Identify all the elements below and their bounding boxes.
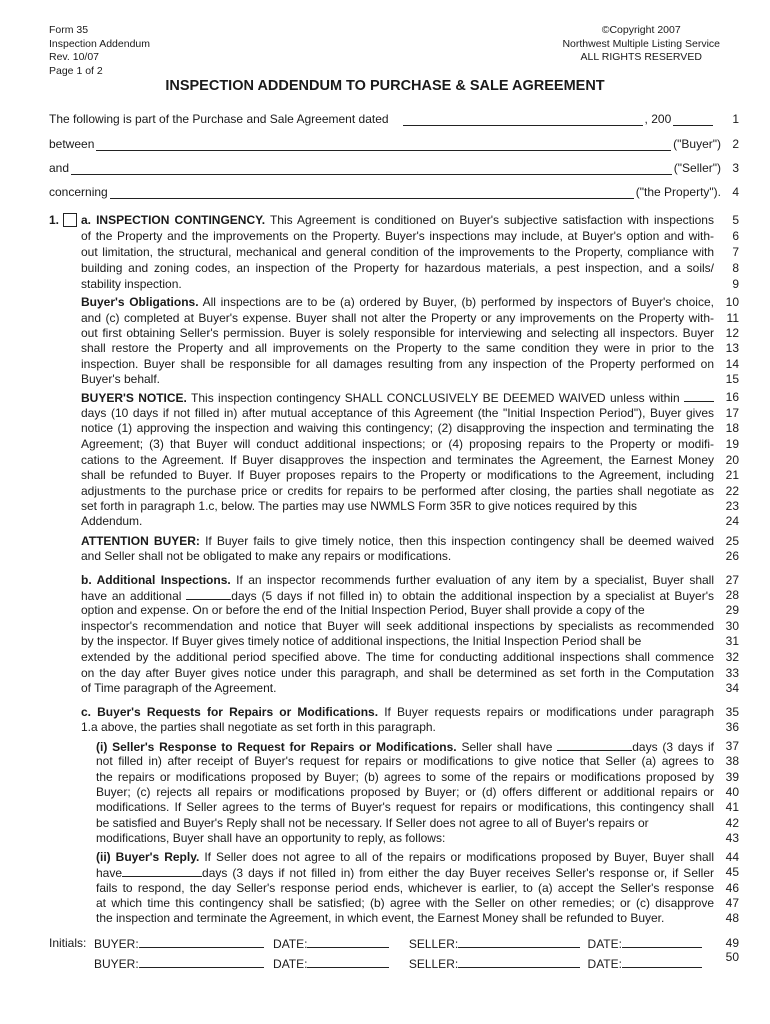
line-number: 6 <box>732 229 739 243</box>
paragraph-heading: Buyer's Obligations. <box>81 295 199 309</box>
line-number: 22 <box>725 484 739 498</box>
field-label: and <box>49 161 70 175</box>
text-line <box>96 770 714 784</box>
line-text: the inspection and terminate the Agreement, in which event, the Earnest Money shall be refunded to Buyer. <box>96 911 665 925</box>
text-line <box>81 549 714 563</box>
text-line <box>81 453 714 467</box>
property-field[interactable] <box>110 186 634 199</box>
line-number: 28 <box>725 588 739 602</box>
line-text: and Seller shall not be obligated to make any repairs or modifications. <box>81 549 452 563</box>
line-number: 13 <box>725 341 739 355</box>
text-line <box>81 681 714 695</box>
section-number: 1. <box>49 213 60 227</box>
year-field[interactable] <box>673 113 713 126</box>
line-number: 24 <box>725 514 739 528</box>
seller-initials-field[interactable] <box>458 956 580 968</box>
text-line <box>96 831 714 845</box>
line-text: out first obtaining Seller's permission. Buyer is solely responsible for interviewing and selecting all inspectors. Buyer <box>81 326 714 340</box>
text-line <box>96 754 714 768</box>
line-text: inspector's recommendation and notice that Buyer will seek additional inspections by specialists as recommended <box>81 619 714 633</box>
line-text: If Buyer fails to give timely notice, then this inspection contingency shall be deemed waived <box>199 534 714 548</box>
line-text: the repairs or modifications proposed by Buyer; (b) agrees to some of the repairs or modifications proposed by <box>96 770 714 784</box>
text-line <box>81 603 714 617</box>
text-line <box>81 468 714 482</box>
line-number: 3 <box>732 161 739 175</box>
seller-label: SELLER: <box>408 937 459 951</box>
line-number: 38 <box>725 754 739 768</box>
line-number: 47 <box>725 896 739 910</box>
paragraph-heading: a. INSPECTION CONTINGENCY. <box>81 213 266 227</box>
date-label: DATE: <box>587 957 622 971</box>
text-line <box>81 245 714 259</box>
line-number: 4 <box>732 185 739 199</box>
buyer-row <box>49 137 721 151</box>
line-text: Buyer's behalf. <box>81 372 161 386</box>
line-text: of the Property and the improvements on the Property. Buyer's inspections may include, at Buyer's option and with- <box>81 229 714 243</box>
property-row <box>49 185 721 199</box>
field-suffix: ("Seller") <box>673 161 721 175</box>
line-text: Addendum. <box>81 514 143 528</box>
text-line <box>81 213 714 227</box>
text-line <box>81 634 714 648</box>
paragraph-heading: c. Buyer's Requests for Repairs or Modifications. <box>81 705 379 719</box>
line-number: 5 <box>732 213 739 227</box>
line-number: 2 <box>732 137 739 151</box>
seller-date-field[interactable] <box>622 956 702 968</box>
field-suffix: , 200 <box>644 112 672 126</box>
line-text: adjustments to the purchase price or credits for repairs to be performed after closing, the parties shall negotiate as <box>81 484 714 498</box>
line-number: 35 <box>725 705 739 719</box>
line-number: 40 <box>725 785 739 799</box>
text-line <box>81 514 714 528</box>
page-indicator: Page 1 of 2 <box>49 64 103 77</box>
text-line <box>81 650 714 664</box>
text-line <box>96 850 714 864</box>
line-number: 42 <box>725 816 739 830</box>
field-label: concerning <box>49 185 108 199</box>
line-text: Buyer; (c) rejects all repairs or modifications proposed by Buyer; or (d) offers different or additional repairs or <box>96 785 714 799</box>
buyer-field[interactable] <box>96 138 671 151</box>
field-suffix: ("Buyer") <box>673 137 721 151</box>
text-line <box>81 666 714 680</box>
line-text: shall restore the Property and all improvements on the Property to the same condition they were in prior to the <box>81 341 714 355</box>
seller-field[interactable] <box>71 162 672 175</box>
days-blank-field[interactable]: {_30} <box>684 390 714 402</box>
text-line <box>81 499 714 513</box>
line-number: 25 <box>725 534 739 548</box>
line-text: and (c) completed at Buyer's expense. Buyer shall not alter the Property or any improvements on the Property with- <box>81 311 714 325</box>
agreement-date-field[interactable] <box>403 113 643 126</box>
line-number: 9 <box>732 277 739 291</box>
days-blank-field[interactable]: {_75} <box>557 739 632 751</box>
line-number: 34 <box>725 681 739 695</box>
buyer-label: BUYER: <box>94 937 139 951</box>
paragraph-heading: (i) Seller's Response to Request for Repairs or Modifications. <box>96 740 457 754</box>
initials-row-1 <box>94 936 702 951</box>
seller-label: SELLER: <box>408 957 459 971</box>
line-text: Seller shall have {_75} days (3 days if <box>456 740 715 754</box>
text-line <box>96 896 714 910</box>
line-text: shall be refunded to Buyer. If Buyer proposes repairs to the Property or modifications to the Agreement, including <box>81 468 714 482</box>
organization: Northwest Multiple Listing Service <box>562 37 720 50</box>
text-line <box>96 800 714 814</box>
line-number: 46 <box>725 881 739 895</box>
line-number: 7 <box>732 245 739 259</box>
seller-date-field[interactable] <box>622 936 702 948</box>
line-text: If Seller does not agree to all of the repairs or modifications proposed by Buyer, Buyer shall <box>199 850 715 864</box>
line-text: of Time paragraph of the Agreement. <box>81 681 277 695</box>
line-text: inspection. Buyer shall be responsible for all damages resulting from any inspection of the Property performed on <box>81 357 714 371</box>
line-number: 37 <box>725 739 739 753</box>
line-number: 44 <box>725 850 739 864</box>
days-blank-field[interactable]: {_45} <box>186 588 231 600</box>
line-text: All inspections are to be (a) ordered by Buyer, (b) performed by inspectors of Buyer's choice, <box>198 295 714 309</box>
line-number: 26 <box>725 549 739 563</box>
line-number: 30 <box>725 619 739 633</box>
buyer-label: BUYER: <box>94 957 139 971</box>
text-line <box>81 295 714 309</box>
initials-row-2 <box>94 956 702 971</box>
line-number: 32 <box>725 650 739 664</box>
line-number: 20 <box>725 453 739 467</box>
line-text: have an additional {_45} days (5 days if not filled in) to obtain the additional inspection by a specialist at Buyer's <box>81 589 714 603</box>
text-line <box>81 261 714 275</box>
line-text: extended by the additional period specified above. The time for conducting additional inspections shall commence <box>81 650 714 664</box>
line-number: 50 <box>725 950 739 964</box>
line-text: stability inspection. <box>81 277 182 291</box>
line-number: 8 <box>732 261 739 275</box>
field-label: The following is part of the Purchase and Sale Agreement dated <box>49 112 389 126</box>
text-line <box>96 881 714 895</box>
line-number: 36 <box>725 720 739 734</box>
initials-label: Initials: <box>49 936 87 950</box>
line-number: 39 <box>725 770 739 784</box>
line-text: days (10 days if not filled in) after mutual acceptance of this Agreement (the "Initial Inspection Period"), Buyer gives <box>81 406 714 420</box>
field-suffix: ("the Property"). <box>635 185 721 199</box>
line-number: 1 <box>732 112 739 126</box>
line-text: on the day after Buyer gives notice under this paragraph, and shall be determined as set forth in the Computation <box>81 666 714 680</box>
text-line <box>81 619 714 633</box>
line-number: 48 <box>725 911 739 925</box>
text-line <box>81 277 714 291</box>
line-text: If an inspector recommends further evaluation of any item by a specialist, Buyer shall <box>230 573 715 587</box>
text-line <box>81 326 714 340</box>
buyer-initials-field[interactable] <box>139 956 264 968</box>
text-line <box>81 372 714 386</box>
buyer-date-field[interactable] <box>307 936 389 948</box>
date-label: DATE: <box>587 937 622 951</box>
line-number: 49 <box>725 936 739 950</box>
text-line <box>81 437 714 451</box>
seller-initials-field[interactable] <box>458 936 580 948</box>
line-text: 1.a above, the parties shall negotiate as set forth in this paragraph. <box>81 720 436 734</box>
line-text: modifications, Buyer shall have an opportunity to reply, as follows: <box>96 831 446 845</box>
line-text: building and zoning codes, an inspection of the Property for hazardous materials, a pest inspection, and a soils/ <box>81 261 714 275</box>
form-revision: Rev. 10/07 <box>49 51 100 63</box>
field-label: between <box>49 137 95 151</box>
document-title: INSPECTION ADDENDUM TO PURCHASE & SALE AGREEMENT <box>165 78 605 94</box>
copyright: ©Copyright 2007 <box>601 24 681 36</box>
paragraph-heading: ATTENTION BUYER: <box>81 534 200 548</box>
text-line <box>96 865 714 879</box>
line-text: be satisfied and Buyer's Reply shall not be necessary. If Seller does not agree to all of Buyer's repairs or <box>96 816 649 830</box>
text-line <box>81 311 714 325</box>
line-text: by the inspector. If Buyer gives timely notice of additional inspections, the Initial Inspection Period shall be <box>81 634 642 648</box>
text-line <box>81 406 714 420</box>
line-number: 21 <box>725 468 739 482</box>
text-line <box>81 229 714 243</box>
line-number: 33 <box>725 666 739 680</box>
text-line <box>81 484 714 498</box>
line-text: fails to respond, the day Seller's response period ends, whichever is earlier, to (a) accept the Seller's response <box>96 881 714 895</box>
text-line <box>81 720 714 734</box>
line-number: 43 <box>725 831 739 845</box>
line-number: 17 <box>725 406 739 420</box>
line-number: 18 <box>725 421 739 435</box>
text-line <box>81 421 714 435</box>
buyer-initials-field[interactable] <box>139 936 264 948</box>
line-number: 45 <box>725 865 739 879</box>
line-text: modifications. If Seller agrees to the terms of Buyer's request for repairs or modifications, this contingency shall <box>96 800 714 814</box>
inspection-contingency-checkbox[interactable] <box>63 213 77 227</box>
paragraph-heading: BUYER'S NOTICE. <box>81 391 187 405</box>
line-text: This Agreement is conditioned on Buyer's subjective satisfaction with inspections <box>265 213 714 227</box>
line-text: Agreement; (3) that Buyer will conduct additional inspections; or (4) proposing repairs to the Property or modifi- <box>81 437 714 451</box>
text-line <box>81 341 714 355</box>
seller-row <box>49 161 721 175</box>
rights: ALL RIGHTS RESERVED <box>580 51 702 63</box>
text-line <box>81 534 714 548</box>
line-number: 12 <box>725 326 739 340</box>
text-line <box>96 785 714 799</box>
line-number: 14 <box>725 357 739 371</box>
buyer-date-field[interactable] <box>307 956 389 968</box>
days-blank-field[interactable]: {_80} <box>122 865 202 877</box>
date-label: DATE: <box>273 957 308 971</box>
text-line <box>81 390 714 404</box>
line-number: 27 <box>725 573 739 587</box>
line-number: 11 <box>726 311 739 325</box>
line-text: set forth in paragraph 1.c, below. The parties may use NWMLS Form 35R to give notices required by this <box>81 499 638 513</box>
paragraph-heading: (ii) Buyer's Reply. <box>96 850 200 864</box>
paragraph-heading: b. Additional Inspections. <box>81 573 231 587</box>
line-text: option and expense. On or before the end of the Initial Inspection Period, Buyer shall provide a copy of the <box>81 603 645 617</box>
line-number: 41 <box>725 800 739 814</box>
date-label: DATE: <box>273 937 308 951</box>
line-number: 16 <box>725 390 739 404</box>
line-text: This inspection contingency SHALL CONCLUSIVELY BE DEEMED WAIVED unless within {_30} <box>187 391 714 405</box>
line-number: 29 <box>725 603 739 617</box>
text-line <box>96 911 714 925</box>
line-text: cations to the Agreement. If Buyer disapproves the inspection and terminates the Agreement, the Earnest Money <box>81 453 714 467</box>
line-text: If Buyer requests repairs or modifications under paragraph <box>378 705 714 719</box>
text-line <box>96 816 714 830</box>
form-name: Inspection Addendum <box>49 37 150 50</box>
line-number: 15 <box>725 372 739 386</box>
line-number: 19 <box>725 437 739 451</box>
text-line <box>81 357 714 371</box>
line-number: 10 <box>725 295 739 309</box>
line-number: 23 <box>725 499 739 513</box>
text-line <box>81 705 714 719</box>
line-text: out limitation, the structural, mechanical and general condition of the improvements to the Property, compliance with <box>81 245 714 259</box>
text-line <box>81 588 714 602</box>
text-line <box>96 739 714 753</box>
agreement-date-row <box>49 112 721 126</box>
copyright-info <box>562 24 720 65</box>
line-text: notice (1) approving the inspection and waiving this contingency; (2) disapproving the inspection and terminating the <box>81 421 714 435</box>
line-text: not filled in) after receipt of Buyer's request for repairs or modifications to give notice that Seller (a) agrees to <box>96 754 714 768</box>
form-number: Form 35 <box>49 24 89 36</box>
line-text: have {_80} days (3 days if not filled in) from either the day Buyer receives Seller's response or, if Seller <box>96 866 714 880</box>
line-number: 31 <box>725 634 739 648</box>
form-info <box>49 24 150 78</box>
text-line <box>81 573 714 587</box>
line-text: at which time this contingency shall be satisfied; (b) agree with the Seller on other remedies; or (c) disapprove <box>96 896 714 910</box>
